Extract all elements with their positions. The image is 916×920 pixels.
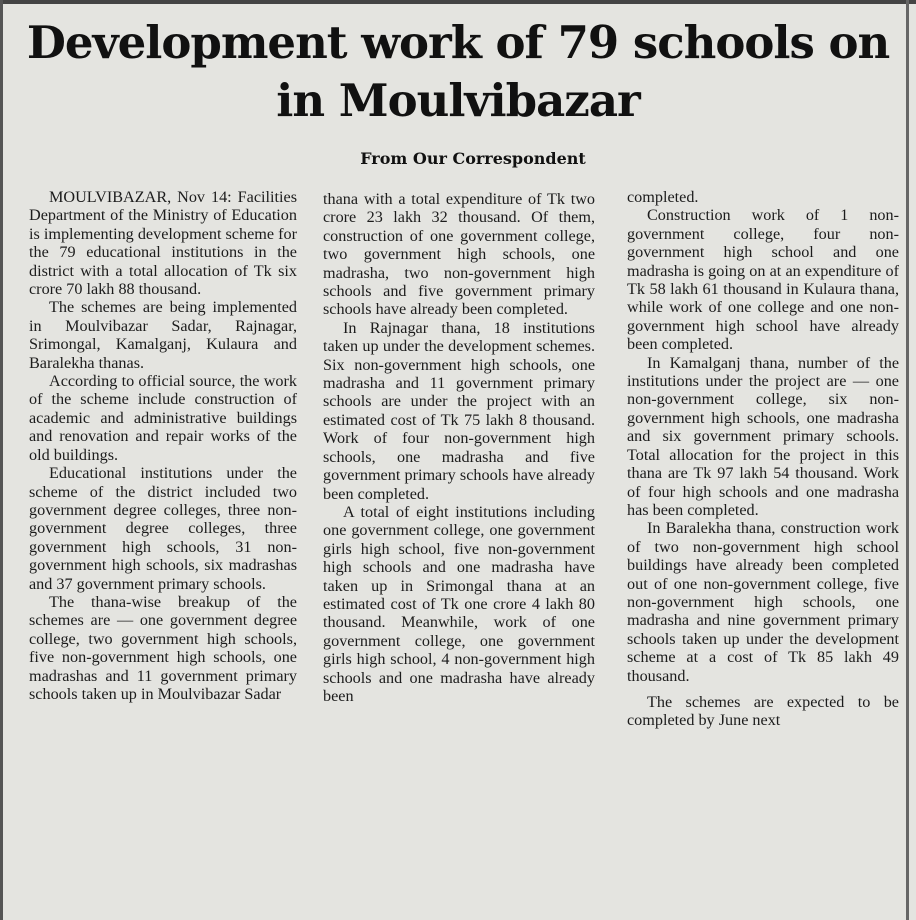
article-paragraph: The schemes are expected to be completed by June next (627, 692, 899, 730)
right-border-rule (906, 0, 909, 920)
top-border-rule (3, 0, 916, 4)
article-paragraph: In Rajnagar thana, 18 institutions taken up under the development schemes. Six non-government high schools, one madrasha and 11 government primary schools are under the project with an estimated cost of Tk 75 lakh 8 thousand. Work of four non-government high schools, one madrasha and five government primary schools have already been completed. (323, 318, 595, 503)
article-paragraph: The schemes are being implemented in Moulvibazar Sadar, Rajnagar, Srimongal, Kamalganj, Kulaura and Baralekha thanas. (29, 298, 297, 372)
article-column-1 (29, 188, 297, 703)
article-paragraph: Construction work of 1 non-government college, four non-government high school and one madrasha is going on at an expenditure of Tk 58 lakh 61 thousand in Kulaura thana, while work of one college and one non-government high school have already been completed. (627, 206, 899, 354)
article-byline: From Our Correspondent (360, 149, 586, 168)
article-paragraph: In Kamalganj thana, number of the institutions under the project are — one non-government college, six non-government high schools, one madrasha and six government primary schools. Total allocation for the project in this thana are Tk 97 lakh 54 thousand. Work of four high schools and one madrasha has been completed. (627, 353, 899, 519)
article-headline: Development work of 79 schools on in Moulvibazar (26, 16, 890, 127)
article-paragraph: Educational institutions under the scheme of the district included two government degree colleges, three non-government degree colleges, three government high schools, 31 non-government high schools, six madrashas and 37 government primary schools. (29, 464, 297, 593)
article-paragraph: MOULVIBAZAR, Nov 14: Facilities Department of the Ministry of Education is implementing development scheme for the 79 educational institutions in the district with a total allocation of Tk six crore 70 lakh 88 thousand. (29, 188, 297, 299)
article-column-2 (323, 190, 595, 705)
article-paragraph: According to official source, the work of the scheme include construction of academic and administrative buildings and renovation and repair works of the old buildings. (29, 372, 297, 464)
article-paragraph: In Baralekha thana, construction work of two non-government high school buildings have already been completed out of one non-government college, five non-government high schools, one madrasha and nine government primary schools taken up under the development scheme at a cost of Tk 85 lakh 49 thousand. (627, 519, 899, 685)
article-paragraph: completed. (627, 188, 699, 206)
article-paragraph: The thana-wise breakup of the schemes are — one government degree college, two government high schools, five non-government high schools, one madrashas and 11 government primary schools taken up in Moulvibazar Sadar (29, 592, 297, 703)
article-column-3 (627, 188, 899, 730)
article-paragraph: thana with a total expenditure of Tk two crore 23 lakh 32 thousand. Of them, construction of one government college, two government high schools, one madrasha, two non-government high schools and five government primary schools have already been completed. (323, 190, 595, 319)
article-paragraph: A total of eight institutions including one government college, one government girls high school, five non-government high schools and one madrasha have taken up in Srimongal thana at an estimated cost of Tk one crore 4 lakh 80 thousand. Meanwhile, work of one government college, one government girls high school, 4 non-government high schools and one madrasha have already been (323, 502, 595, 705)
